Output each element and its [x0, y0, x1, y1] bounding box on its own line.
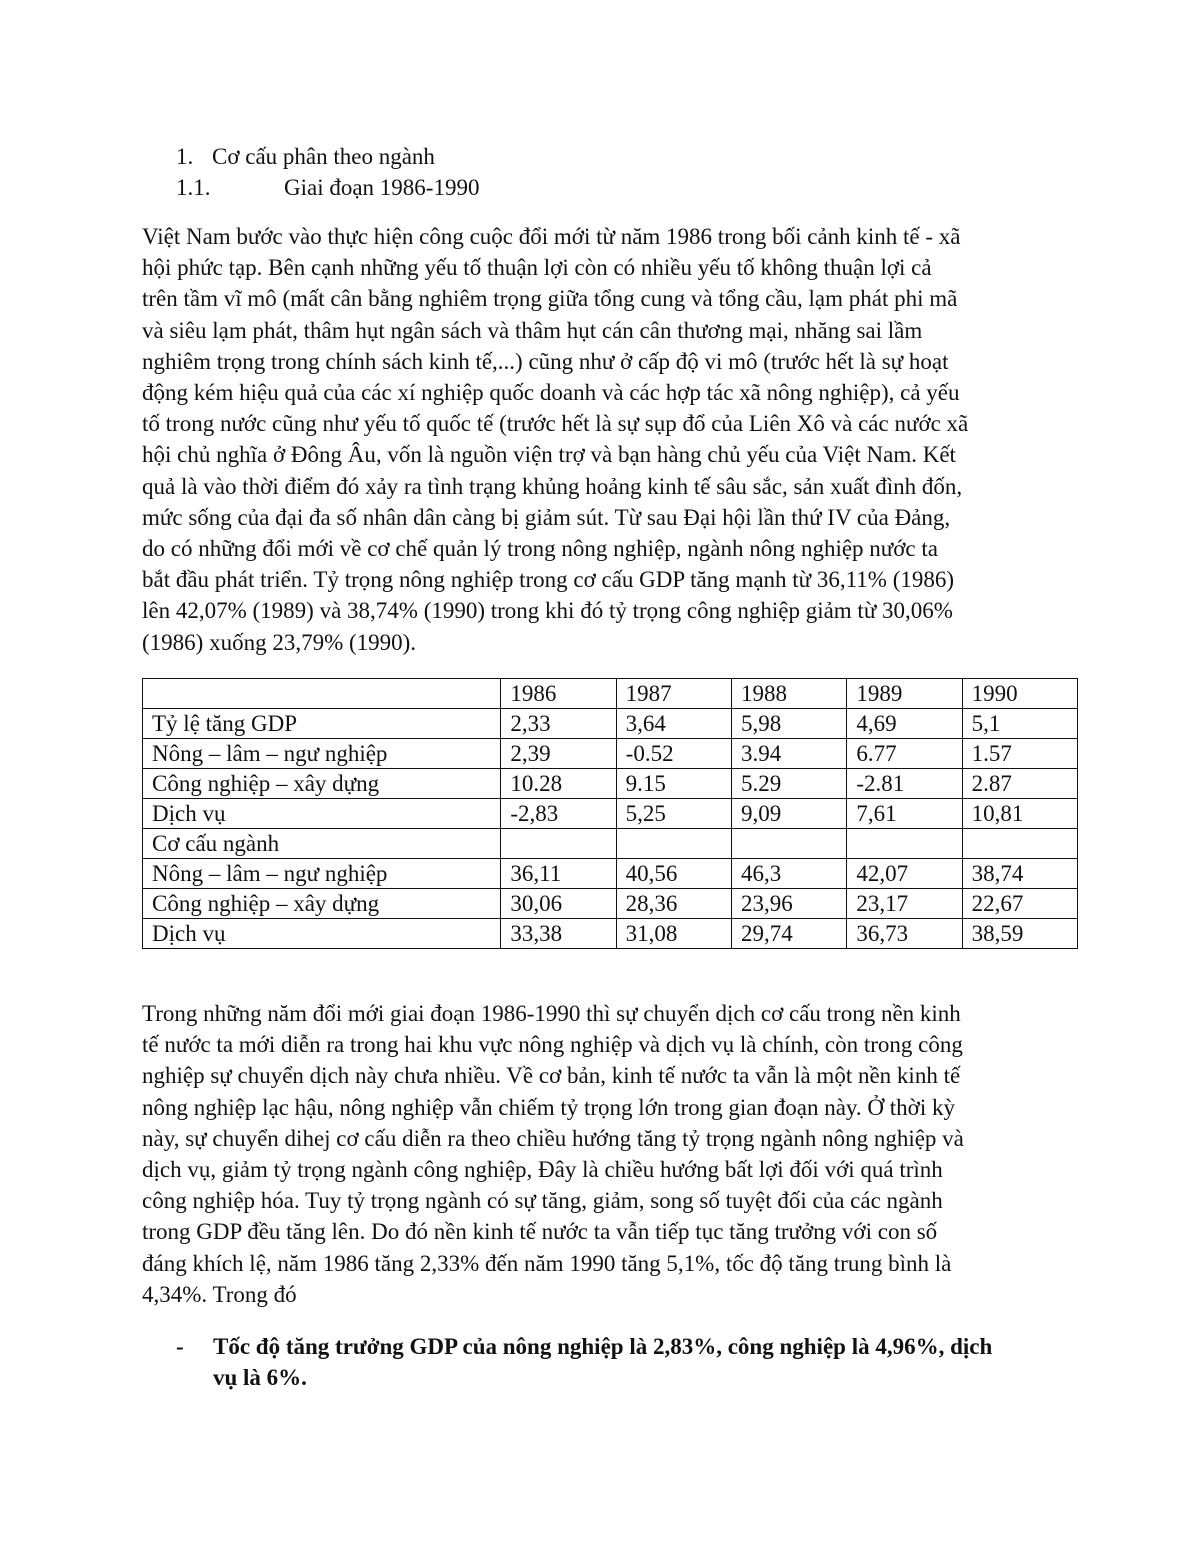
- value-cell: 10,81: [962, 799, 1077, 829]
- paragraph-line: đáng khích lệ, năm 1986 tăng 2,33% đến năm 1990 tăng 5,1%, tốc độ tăng trung bình là: [142, 1250, 952, 1276]
- subsection-title: Giai đoạn 1986-1990: [284, 175, 480, 200]
- paragraph-line: hội phức tạp. Bên cạnh những yếu tố thuận lợi còn có nhiều yếu tố không thuận lợi cả: [142, 255, 932, 281]
- value-cell: 38,59: [962, 919, 1077, 949]
- value-cell: 40,56: [616, 859, 731, 889]
- paragraph-line: trong GDP đều tăng lên. Do đó nền kinh tế nước ta vẫn tiếp tục tăng trưởng với con số: [142, 1219, 938, 1245]
- gdp-table: [142, 678, 1078, 949]
- subsection-heading: [176, 173, 479, 203]
- value-cell: 6.77: [847, 739, 962, 769]
- paragraph-line: do có những đổi mới về cơ chế quản lý trong nông nghiệp, ngành nông nghiệp nước ta: [142, 536, 938, 562]
- paragraph-line: động kém hiệu quả của các xí nghiệp quốc doanh và các hợp tác xã nông nghiệp), cả yếu: [142, 380, 960, 406]
- value-cell: 42,07: [847, 859, 962, 889]
- table-row: [143, 829, 1078, 859]
- paragraph-line: mức sống của đại đa số nhân dân càng bị giảm sút. Từ sau Đại hội lần thứ IV của Đảng,: [142, 504, 951, 530]
- table-row: [143, 889, 1078, 919]
- subsection-number: 1.1.: [176, 175, 211, 200]
- value-cell: 28,36: [616, 889, 731, 919]
- table-row: [143, 859, 1078, 889]
- row-label-cell: Nông – lâm – ngư nghiệp: [143, 859, 501, 889]
- value-cell: 10.28: [501, 769, 616, 799]
- paragraph-line: (1986) xuống 23,79% (1990).: [142, 629, 417, 655]
- analysis-paragraph: [142, 998, 1056, 1310]
- table-row: [143, 799, 1078, 829]
- value-cell: 3,64: [616, 709, 731, 739]
- intro-paragraph: [142, 221, 1060, 658]
- value-cell: 5,25: [616, 799, 731, 829]
- value-cell: 7,61: [847, 799, 962, 829]
- bullet-line: Tốc độ tăng trưởng GDP của nông nghiệp là 2,83%, công nghiệp là 4,96%, dịch: [213, 1334, 993, 1359]
- value-cell: -0.52: [616, 739, 731, 769]
- value-cell: 29,74: [732, 919, 847, 949]
- value-cell: 5,1: [962, 709, 1077, 739]
- bullet-dash: -: [176, 1334, 184, 1359]
- value-cell: 2.87: [962, 769, 1077, 799]
- row-label-cell: Công nghiệp – xây dựng: [143, 769, 501, 799]
- value-cell: 5.29: [732, 769, 847, 799]
- paragraph-line: quả là vào thời điểm đó xảy ra tình trạng khủng hoảng kinh tế sâu sắc, sản xuất đình đốn,: [142, 473, 963, 499]
- table-row: [143, 919, 1078, 949]
- section-number: 1.: [176, 144, 194, 169]
- section-heading: [176, 142, 435, 172]
- value-cell: 46,3: [732, 859, 847, 889]
- paragraph-line: hội chủ nghĩa ở Đông Âu, vốn là nguồn viện trợ và bạn hàng chủ yếu của Việt Nam. Kết: [142, 442, 956, 468]
- table-row: [143, 709, 1078, 739]
- paragraph-line: nghiêm trọng trong chính sách kinh tế,...) cũng như ở cấp độ vi mô (trước hết là sự hoạt: [142, 348, 949, 374]
- value-cell: -2.81: [847, 769, 962, 799]
- paragraph-line: và siêu lạm phát, thâm hụt ngân sách và thâm hụt cán cân thương mại, nhăng sai lầm: [142, 317, 923, 343]
- value-cell: [847, 829, 962, 859]
- paragraph-line: trên tầm vĩ mô (mất cân bằng nghiêm trọng giữa tổng cung và tổng cầu, lạm phát phi mã: [142, 286, 958, 312]
- row-label-cell: Dịch vụ: [143, 919, 501, 949]
- paragraph-line: bắt đầu phát triển. Tỷ trọng nông nghiệp trong cơ cấu GDP tăng mạnh từ 36,11% (1986): [142, 567, 955, 593]
- paragraph-line: lên 42,07% (1989) và 38,74% (1990) trong khi đó tỷ trọng công nghiệp giảm từ 30,06%: [142, 598, 953, 624]
- value-cell: 2,33: [501, 709, 616, 739]
- value-cell: 33,38: [501, 919, 616, 949]
- paragraph-line: này, sự chuyển dihej cơ cấu diễn ra theo chiều hướng tăng tỷ trọng ngành nông nghiệp và: [142, 1125, 964, 1151]
- paragraph-line: nghiệp sự chuyển dịch này chưa nhiều. Về cơ bản, kinh tế nước ta vẫn là một nền kinh tế: [142, 1063, 961, 1089]
- value-cell: 23,17: [847, 889, 962, 919]
- row-label-cell: Cơ cấu ngành: [143, 829, 501, 859]
- paragraph-line: công nghiệp hóa. Tuy tỷ trọng ngành có sự tăng, giảm, song số tuyệt đối của các ngành: [142, 1188, 943, 1214]
- paragraph-line: Trong những năm đổi mới giai đoạn 1986-1990 thì sự chuyển dịch cơ cấu trong nền kinh: [142, 1001, 961, 1026]
- paragraph-line: nông nghiệp lạc hậu, nông nghiệp vẫn chiếm tỷ trọng lớn trong gian đoạn này. Ở thời kỳ: [142, 1094, 955, 1120]
- row-label-cell: Tỷ lệ tăng GDP: [143, 709, 501, 739]
- paragraph-line: 4,34%. Trong đó: [142, 1281, 297, 1307]
- value-cell: 2,39: [501, 739, 616, 769]
- value-cell: 36,73: [847, 919, 962, 949]
- value-cell: 30,06: [501, 889, 616, 919]
- value-cell: 1988: [732, 679, 847, 709]
- paragraph-line: dịch vụ, giảm tỷ trọng ngành công nghiệp, Đây là chiều hướng bất lợi đối với quá trình: [142, 1157, 943, 1183]
- row-label-cell: Công nghiệp – xây dựng: [143, 889, 501, 919]
- value-cell: 38,74: [962, 859, 1077, 889]
- bullet-text: [213, 1331, 1053, 1393]
- value-cell: 1.57: [962, 739, 1077, 769]
- value-cell: 1987: [616, 679, 731, 709]
- value-cell: 1990: [962, 679, 1077, 709]
- paragraph-line: tố trong nước cũng như yếu tố quốc tế (trước hết là sự sụp đổ của Liên Xô và các nước xã: [142, 411, 969, 437]
- table-header-row: [143, 679, 1078, 709]
- row-label-cell: Dịch vụ: [143, 799, 501, 829]
- value-cell: 5,98: [732, 709, 847, 739]
- value-cell: 9,09: [732, 799, 847, 829]
- value-cell: 22,67: [962, 889, 1077, 919]
- value-cell: [501, 829, 616, 859]
- bullet-line: vụ là 6%.: [213, 1365, 307, 1390]
- row-label-cell: [143, 679, 501, 709]
- value-cell: [962, 829, 1077, 859]
- value-cell: 31,08: [616, 919, 731, 949]
- value-cell: 3.94: [732, 739, 847, 769]
- value-cell: 23,96: [732, 889, 847, 919]
- table-row: [143, 769, 1078, 799]
- section-title: Cơ cấu phân theo ngành: [212, 144, 435, 169]
- value-cell: 36,11: [501, 859, 616, 889]
- value-cell: -2,83: [501, 799, 616, 829]
- table-row: [143, 739, 1078, 769]
- value-cell: [732, 829, 847, 859]
- value-cell: 4,69: [847, 709, 962, 739]
- value-cell: 9.15: [616, 769, 731, 799]
- paragraph-line: tế nước ta mới diễn ra trong hai khu vực nông nghiệp và dịch vụ là chính, còn trong công: [142, 1032, 963, 1058]
- value-cell: 1989: [847, 679, 962, 709]
- value-cell: 1986: [501, 679, 616, 709]
- paragraph-line: Việt Nam bước vào thực hiện công cuộc đổi mới từ năm 1986 trong bối cảnh kinh tế - xã: [142, 224, 961, 249]
- row-label-cell: Nông – lâm – ngư nghiệp: [143, 739, 501, 769]
- value-cell: [616, 829, 731, 859]
